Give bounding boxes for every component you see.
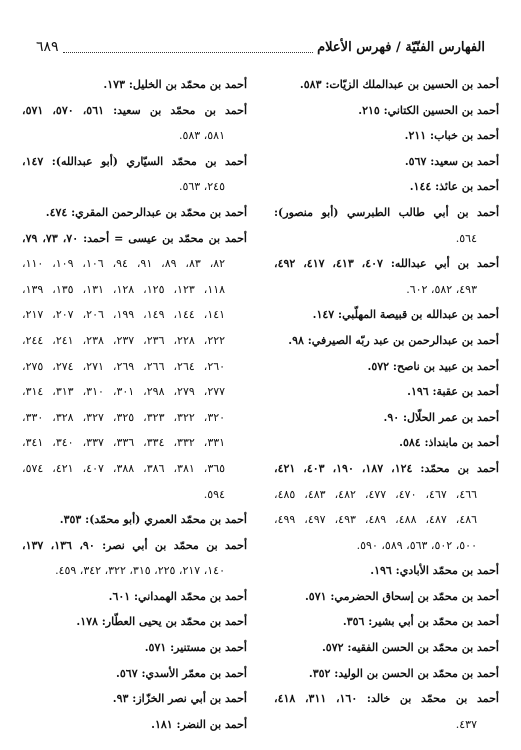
index-entry: أحمد بن عبيد بن ناصح: ٥٧٢. [367, 359, 499, 373]
index-entry: أحمد بن أبي طالب الطبرسي (أبو منصور): [274, 205, 499, 219]
index-entry-continuation: ٢٤٥، ٥٦٣. [178, 180, 225, 194]
index-entry: أحمد بن خباب: ٢١١. [404, 129, 499, 143]
index-entry: أحمد بن محمّد الأبادي: ١٩٦. [370, 564, 499, 578]
index-entry: أحمد بن عمر الحلّال: ٩٠. [383, 410, 499, 424]
index-entry: أحمد بن محمّد بن أبي بشير: ٣٥٦. [342, 615, 499, 629]
index-entry: أحمد بن محمّد بن سعيد: ٥٦١، ٥٧٠، ٥٧١، [22, 103, 247, 117]
page-header [36, 36, 485, 58]
index-entry-continuation: ٣٦٥، ٣٨١، ٣٨٦، ٣٨٨، ٤٠٧، ٤٢١، ٥٧٤، [22, 461, 226, 475]
index-entry: أحمد بن سعيد: ٥٦٧. [404, 154, 499, 168]
index-column-right [274, 72, 499, 737]
index-entry: أحمد بن محمّد الهمداني: ٦٠١. [108, 589, 247, 603]
index-entry-continuation: ٤٨٦، ٤٨٧، ٤٨٨، ٤٨٩، ٤٩٣، ٤٩٧، ٤٩٩، [274, 513, 478, 527]
index-entry: أحمد بن عبدالله بن قبيصة المهلّبي: ١٤٧. [312, 308, 499, 322]
index-entry-continuation: ٢٢٢، ٢٢٨، ٢٣٦، ٢٣٧، ٢٣٨، ٢٤١، ٢٤٤، [22, 333, 226, 347]
index-entry: أحمد بن محمّد بن الحسن الفقيه: ٥٧٢. [321, 641, 499, 655]
index-entry: أحمد بن محمّد بن أبي نصر: ٩٠، ١٣٦، ١٣٧، [22, 538, 247, 552]
index-entry-continuation: ٤٩٣، ٥٨٢، ٦٠٢. [406, 282, 477, 296]
index-entry-continuation: ٥٦٤. [455, 231, 477, 245]
index-entry: أحمد بن مابنداذ: ٥٨٤. [399, 436, 499, 450]
page-number: ٦٨٩ [36, 39, 59, 55]
index-entry: أحمد بن الحسين الكتاني: ٢١٥. [358, 103, 499, 117]
index-entry: أحمد بن محمّد بن عبدالرحمن المقري: ٤٧٤. [45, 205, 247, 219]
index-entry-continuation: ١٤١، ١٤٤، ١٤٩، ١٩٩، ٢٠٦، ٢٠٧، ٢١٧، [22, 308, 226, 322]
index-entry-continuation: ٣٢٠، ٣٢٢، ٣٢٣، ٣٢٥، ٣٢٧، ٣٢٨، ٣٣٠، [22, 410, 226, 424]
index-entry-continuation: ٨٢، ٨٣، ٨٩، ٩١، ٩٤، ١٠٦، ١٠٩، ١١٠، [22, 257, 226, 271]
index-entry: أحمد بن محمّد بن إسحاق الحضرمي: ٥٧١. [304, 589, 499, 603]
index-entry-continuation: ٤٦٦، ٤٦٧، ٤٧٠، ٤٧٧، ٤٨٢، ٤٨٣، ٤٨٥، [274, 487, 478, 501]
index-entry-continuation: ٥٠٠، ٥٠٢، ٥٦٣، ٥٨٩، ٥٩٠. [356, 538, 477, 552]
index-entry: أحمد بن محمّد بن الخليل: ١٧٣. [103, 78, 247, 91]
index-entry: أحمد بن عقبة: ١٩٦. [407, 385, 499, 399]
index-entry: أحمد بن محمّد بن الحسن بن الوليد: ٣٥٢. [308, 666, 499, 680]
index-entry: أحمد بن محمّد بن خالد: ١٦٠، ٣١١، ٤١٨، [274, 692, 499, 706]
index-entry: أحمد بن عبدالرحمن بن عبد ربّه الصيرفي: ٩٨. [288, 333, 499, 347]
index-entry-continuation: ٥٩٤. [203, 487, 225, 501]
index-entry: أحمد بن الحسين بن عبدالملك الزيّات: ٥٨٣. [299, 78, 499, 91]
index-entry: أحمد بن أبي نصر الخزّاز: ٩٣. [112, 692, 247, 706]
index-entry-continuation: ٤٣٧. [455, 717, 477, 731]
index-column-left [22, 72, 247, 737]
index-entry-continuation: ١٤٠، ٢١٧، ٢٢٥، ٣١٥، ٣٢٢، ٣٤٢، ٤٥٩. [55, 564, 225, 578]
index-entry-continuation: ٢٧٧، ٢٧٩، ٢٩٨، ٣٠١، ٣١٠، ٣١٣، ٣١٤، [22, 385, 226, 399]
index-entry: أحمد بن محمّد بن عيسى = أحمد: ٧٠، ٧٣، ٧٩، [22, 231, 247, 245]
index-entry: أحمد بن محمّد بن يحيى العطّار: ١٧٨. [76, 615, 247, 629]
index-entry-continuation: ١١٨، ١٢٣، ١٢٥، ١٢٨، ١٣١، ١٣٥، ١٣٩، [22, 282, 226, 296]
index-entry: أحمد بن محمّد العمري (أبو محمّد): ٣٥٣. [59, 513, 247, 527]
index-entry: أحمد بن محمّد: ١٢٤، ١٨٧، ١٩٠، ٤٠٣، ٤٢١، [274, 461, 499, 475]
running-title: الفهارس الفنّيّة / فهرس الأعلام [317, 39, 485, 55]
index-entry: أحمد بن النضر: ١٨١. [151, 717, 247, 731]
header-leader-dots [63, 42, 314, 53]
index-entry-continuation: ٢٦٠، ٢٦٤، ٢٦٦، ٢٦٩، ٢٧١، ٢٧٤، ٢٧٥، [22, 359, 226, 373]
index-entry: أحمد بن معمّر الأسدي: ٥٦٧. [116, 666, 247, 680]
index-entry: أحمد بن محمّد السيّاري (أبو عبدالله): ١٤٧، [22, 154, 247, 168]
index-entry: أحمد بن عائذ: ١٤٤. [409, 180, 499, 194]
index-entry: أحمد بن مستنير: ٥٧١. [144, 641, 247, 655]
index-entry: أحمد بن أبي عبدالله: ٤٠٧، ٤١٣، ٤١٧، ٤٩٢، [274, 257, 499, 271]
index-entry-continuation: ٥٨١، ٥٨٣. [178, 129, 225, 143]
index-entry-continuation: ٣٣١، ٣٣٢، ٣٣٤، ٣٣٦، ٣٣٧، ٣٤٠، ٣٤١، [22, 436, 226, 450]
